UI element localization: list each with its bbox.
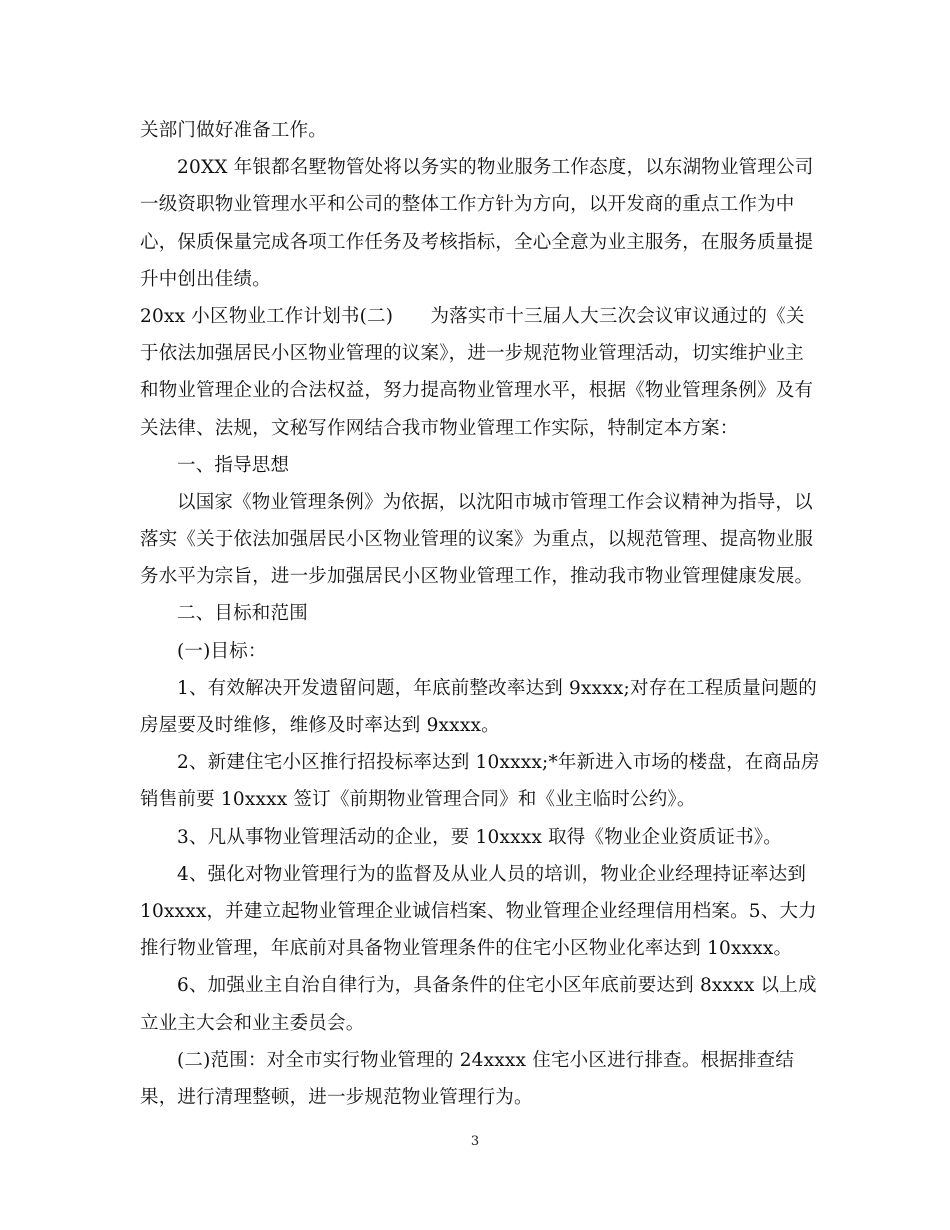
text-line: 推行物业管理，年底前对具备物业管理条件的住宅小区物业化率达到 10xxxx。	[140, 938, 793, 960]
text-line: 立业主大会和业主委员会。	[140, 1012, 365, 1034]
text-line: 1、有效解决开发遗留问题，年底前整改率达到 9xxxx;对存在工程质量问题的	[177, 677, 817, 699]
text-line: 关法律、法规，文秘写作网结合我市物业管理工作实际，特制定本方案：	[140, 417, 739, 439]
text-line: 房屋要及时维修，维修及时率达到 9xxxx。	[140, 715, 500, 736]
text-line: 心，保质保量完成各项工作任务及考核指标，全心全意为业主服务，在服务质量提	[140, 231, 814, 253]
text-line: 关部门做好准备工作。	[140, 120, 328, 141]
page-number: 3	[470, 1134, 480, 1149]
text-line: 20xx 小区物业工作计划书(二) 为落实市十三届人大三次会议审议通过的《关	[140, 305, 805, 327]
text-line: 6、加强业主自治自律行为，具备条件的住宅小区年底前要达到 8xxxx 以上成	[177, 975, 817, 997]
text-line: 升中创出佳绩。	[140, 268, 271, 290]
text-line: 10xxxx，并建立起物业管理企业诚信档案、物业管理企业经理信用档案。5、大力	[140, 900, 817, 922]
text-line: 4、强化对物业管理行为的监督及从业人员的培训，物业企业经理持证率达到	[177, 863, 807, 885]
text-line: 和物业管理企业的合法权益，努力提高物业管理水平，根据《物业管理条例》及有	[140, 380, 814, 402]
text-line: 20XX 年银都名墅物管处将以务实的物业服务工作态度，以东湖物业管理公司	[177, 157, 814, 179]
document-body	[140, 112, 820, 1116]
text-line: 务水平为宗旨，进一步加强居民小区物业管理工作，推动我市物业管理健康发展。	[140, 566, 814, 588]
text-line: 果，进行清理整顿，进一步规范物业管理行为。	[140, 1086, 533, 1108]
text-line: 3、凡从事物业管理活动的企业，要 10xxxx 取得《物业企业资质证书》。	[177, 826, 782, 848]
text-line: 二、目标和范围	[177, 603, 308, 625]
text-line: 一、指导思想	[177, 454, 290, 476]
text-line: 销售前要 10xxxx 签订《前期物业管理合同》和《业主临时公约》。	[140, 789, 696, 811]
text-line: 以国家《物业管理条例》为依据，以沈阳市城市管理工作会议精神为指导，以	[177, 491, 813, 513]
text-line: 于依法加强居民小区物业管理的议案》，进一步规范物业管理活动，切实维护业主	[140, 343, 804, 365]
text-line: (二)范围：对全市实行物业管理的 24xxxx 住宅小区进行排查。根据排查结	[177, 1049, 795, 1071]
text-line: (一)目标：	[177, 640, 267, 662]
text-line: 2、新建住宅小区推行招投标率达到 10xxxx;*年新进入市场的楼盘，在商品房	[177, 752, 820, 774]
text-line: 一级资职物业管理水平和公司的整体工作方针为方向，以开发商的重点工作为中	[140, 194, 795, 216]
text-line: 落实《关于依法加强居民小区物业管理的议案》为重点，以规范管理、提高物业服	[140, 529, 814, 551]
